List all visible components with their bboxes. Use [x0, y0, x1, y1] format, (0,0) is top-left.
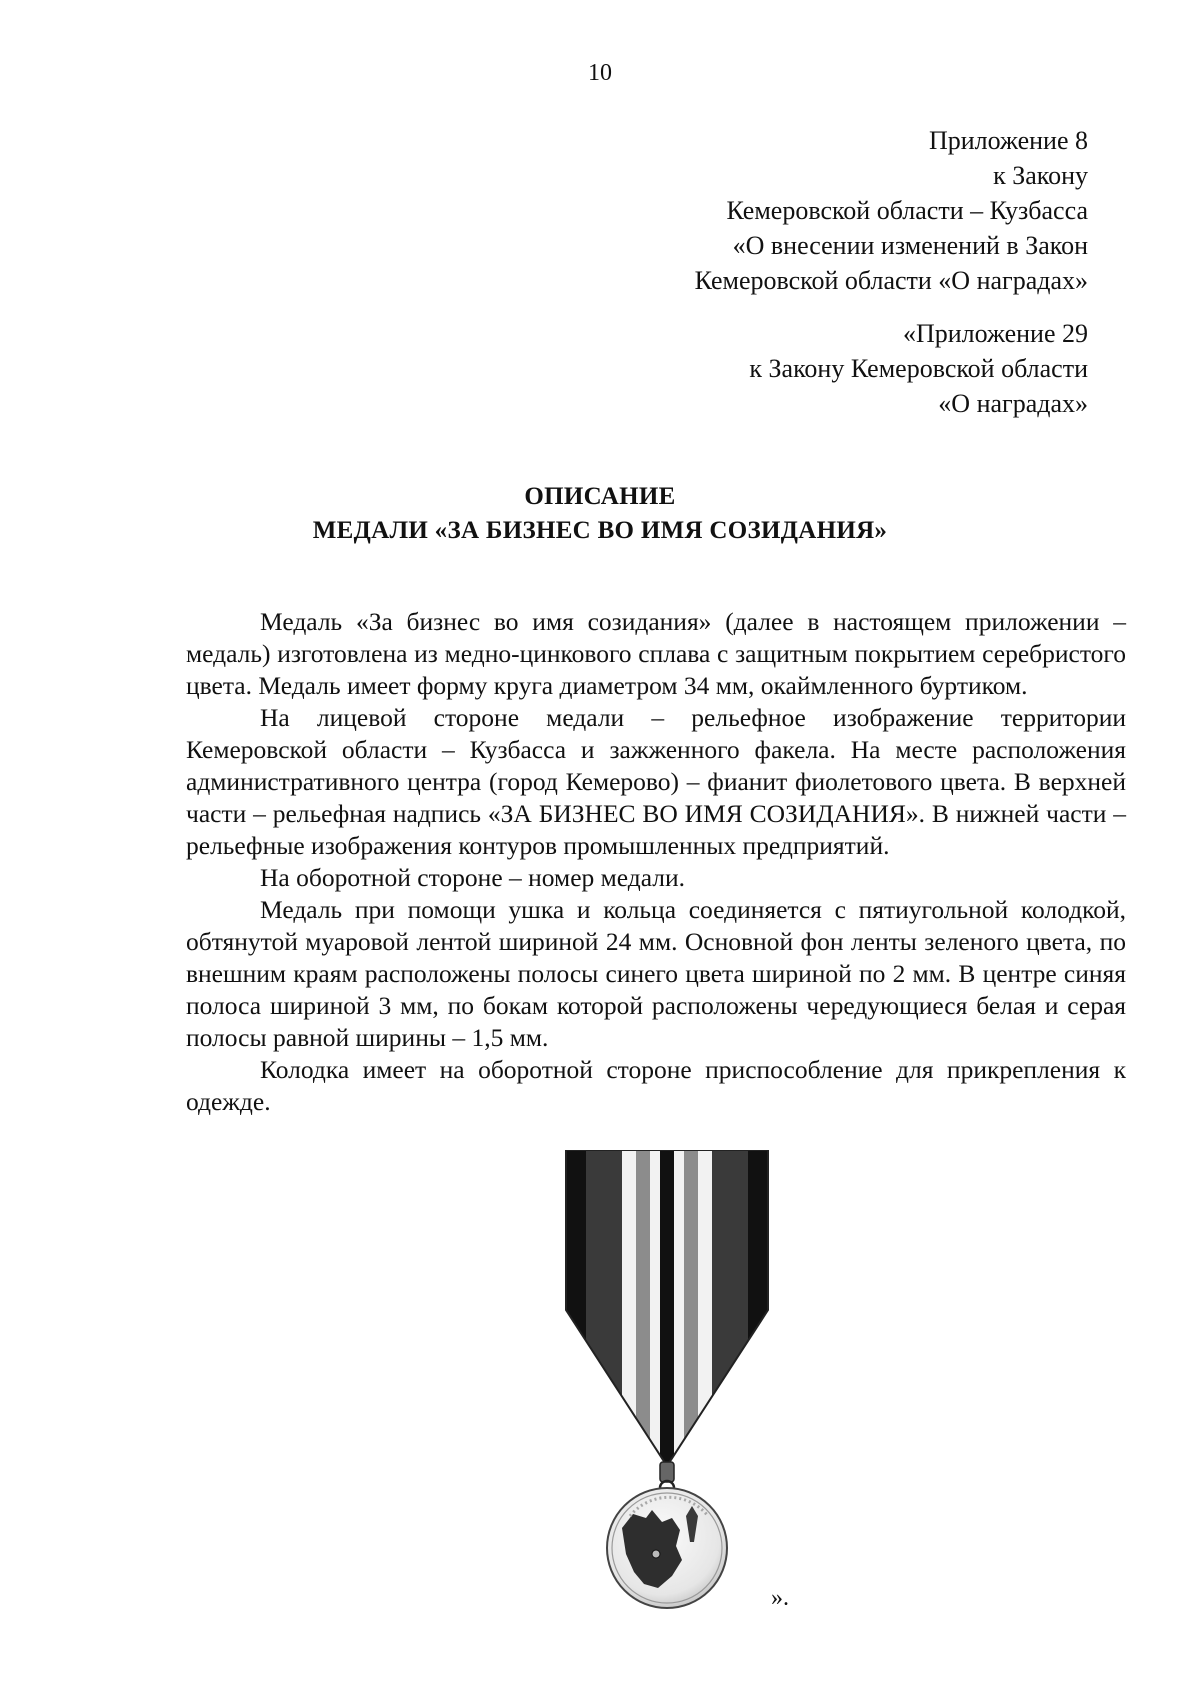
- paragraph-ribbon: Медаль при помощи ушка и кольца соединяется с пятиугольной колодкой, обтянутой муаровой лентой шириной 24 мм. Основной фон ленты зеленого цвета, по внешним краям расположены полосы синего цвета шириной по 2 мм. В центре синяя полоса шириной 3 мм, по бокам которой расположены чередующиеся белая и серая полосы равной ширины – 1,5 мм.: [186, 895, 1126, 1052]
- paragraph-obverse: На лицевой стороне медали – рельефное изображение территории Кемеровской области – Кузбасса и зажженного факела. На месте расположения административного центра (город Кемерово) – фианит фиолетового цвета. В верхней части – рельефная надпись «ЗА БИЗНЕС ВО ИМЯ СОЗИДАНИЯ». В нижней части – рельефные изображения контуров промышленных предприятий.: [186, 703, 1126, 860]
- appendix-8-line: к Закону: [993, 161, 1088, 190]
- appendix-8-line: Приложение 8: [928, 126, 1088, 155]
- heading-line-description: ОПИСАНИЕ: [524, 483, 676, 510]
- medal-icon: [560, 1150, 774, 1610]
- paragraph-attachment: Колодка имеет на оборотной стороне приспособление для прикрепления к одежде.: [186, 1055, 1126, 1116]
- paragraph-reverse: На оборотной стороне – номер медали.: [260, 863, 686, 892]
- paragraph-material: Медаль «За бизнес во имя созидания» (далее в настоящем приложении – медаль) изготовлена из медно-цинкового сплава с защитным покрытием серебристого цвета. Медаль имеет форму круга диаметром 34 мм, окаймленного буртиком.: [186, 607, 1126, 700]
- medal-image: [560, 1150, 774, 1610]
- appendix-8-line: «О внесении изменений в Закон: [732, 231, 1088, 260]
- medal-description-body: [186, 606, 1126, 1118]
- closing-quote: ».: [771, 1585, 789, 1611]
- appendix-29-line: «О наградах»: [938, 389, 1088, 418]
- ribbon-block: [560, 1150, 774, 1470]
- document-heading: [0, 480, 1200, 548]
- appendix-8-line: Кемеровской области – Кузбасса: [726, 196, 1088, 225]
- heading-line-medal-title: МЕДАЛИ «ЗА БИЗНЕС ВО ИМЯ СОЗИДАНИЯ»: [312, 517, 888, 544]
- fianit-stone: [652, 1550, 660, 1558]
- appendix-29-line: к Закону Кемеровской области: [749, 354, 1088, 383]
- appendix-29-line: «Приложение 29: [902, 319, 1088, 348]
- page-number: 10: [588, 60, 612, 86]
- appendix-8-line: Кемеровской области «О наградах»: [694, 266, 1088, 295]
- medal-eyelet: [660, 1462, 674, 1482]
- appendix-8-reference: [695, 123, 1088, 298]
- appendix-29-reference: [749, 316, 1088, 421]
